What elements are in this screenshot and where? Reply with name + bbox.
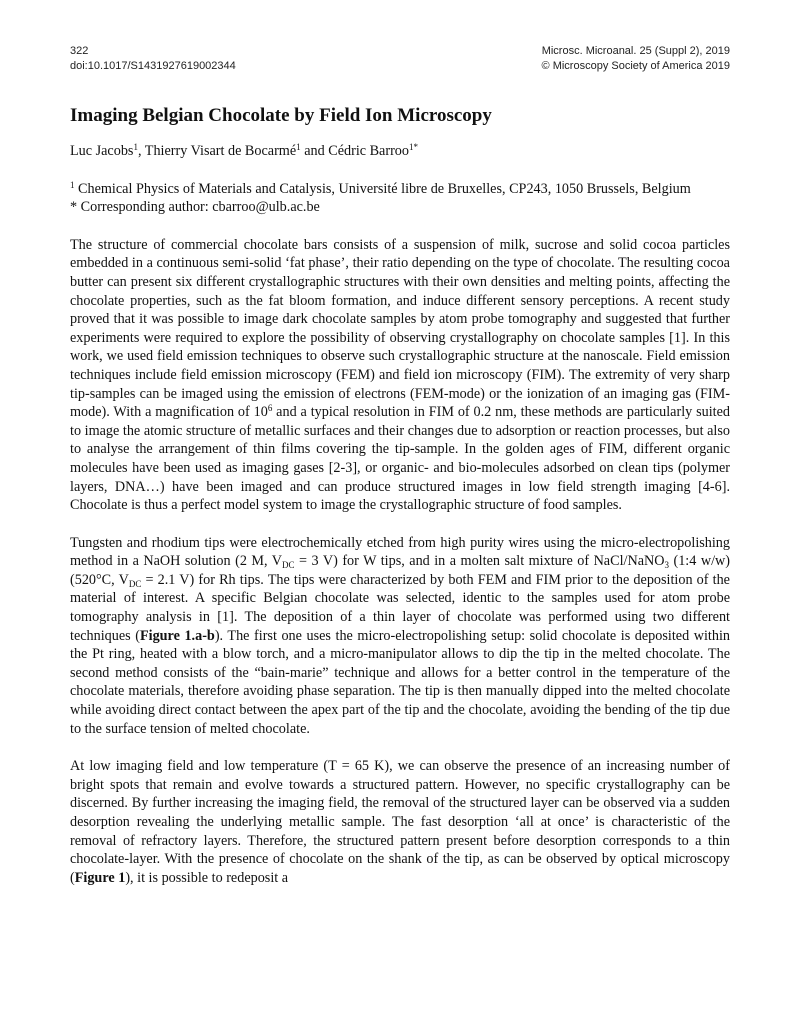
affiliation-text: Chemical Physics of Materials and Catalysis, Université libre de Bruxelles, CP243, 1050 Brussels, Belgium — [74, 180, 691, 197]
paper-page — [70, 44, 730, 887]
doi: doi:10.1017/S1431927619002344 — [70, 60, 236, 72]
author-name: Cédric Barroo — [328, 143, 409, 159]
paragraph-text: Tungsten and rhodium tips were electrochemically etched from high purity wires using the micro-electropolishing method in a NaOH solution (2 M, V — [70, 534, 730, 570]
affiliation-block — [70, 180, 730, 217]
paragraph-text: ). The first one uses the micro-electropolishing setup: solid chocolate is deposited within the Pt ring, heated with a blow torch, and a micro-manipulator allows to dip the tip in the melted chocolate. The second method consists of the “bain-marie” technique and allows for a better control in the temperature of the chocolate materials, therefore avoiding phase separation. The tip is then manually dipped into the melted chocolate while avoiding direct contact between the apex part of the tip and the chocolate, avoiding the bending of the tip due to the surface tension of melted chocolate. — [70, 627, 730, 737]
paragraph-text: ), it is possible to redeposit a — [125, 869, 289, 886]
paragraph-text: At low imaging field and low temperature (T = 65 K), we can observe the presence of an increasing number of bright spots that remain and evolve towards a structured pattern. However, no specific crystallography can be discerned. By further increasing the imaging field, the removal of the structured layer can be observed via a sudden desorption revealing the underlying metallic sample. The fast desorption ‘all at once’ is characteristic of the removal of refractory layers. Therefore, the structured pattern present before desorption corresponds to a thin chocolate-layer. With the presence of chocolate on the shank of the tip, as can be observed by optical microscopy ( — [70, 758, 730, 886]
corresponding-author: * Corresponding author: cbarroo@ulb.ac.be — [70, 199, 320, 216]
figure-reference: Figure 1 — [74, 869, 126, 886]
paragraph-results — [70, 757, 730, 887]
running-head — [70, 44, 730, 74]
author-affiliation-mark: 1 — [296, 142, 301, 152]
author-list — [70, 142, 730, 161]
superscript-exponent: 6 — [267, 403, 273, 414]
figure-reference: Figure 1.a-b — [139, 627, 215, 644]
author-separator: , — [137, 143, 145, 159]
author-name: Thierry Visart de Bocarmé — [144, 143, 297, 159]
paragraph-text: = 3 V) for W tips, and in a molten salt mixture of NaCl/NaNO — [294, 553, 665, 570]
copyright: © Microscopy Society of America 2019 — [541, 60, 730, 72]
author-name: Luc Jacobs — [70, 143, 134, 159]
page-number: 322 — [70, 45, 89, 57]
paragraph-text: = 2.1 V) for Rh tips. The tips were characterized by both FEM and FIM prior to the deposition of the material of interest. A specific Belgian chocolate was selected, identic to the samples used for atom probe tomography analysis in [1]. The deposition of a thin layer of chocolate was performed using two different techniques ( — [70, 571, 730, 644]
paper-title: Imaging Belgian Chocolate by Field Ion Microscopy — [70, 105, 492, 126]
author-affiliation-mark: 1 — [133, 142, 138, 152]
paragraph-introduction — [70, 236, 730, 515]
running-head-right — [542, 44, 730, 74]
journal-citation: Microsc. Microanal. 25 (Suppl 2), 2019 — [541, 45, 730, 57]
paragraph-text: The structure of commercial chocolate bars consists of a suspension of milk, sucrose and solid cocoa particles embedded in a continuous semi-solid ‘fat phase’, their ratio depending on the type of chocolate. The resulting cocoa butter can present six different crystallographic structures with their own densities and melting points, affecting the chocolate properties, such as the fat bloom formation, and induce different sensory perceptions. A recent study proved that it was possible to image dark chocolate samples by atom probe tomography and suggested that further experiments were required to explore the possibility of observing crystallography on chocolate samples [1]. In this work, we used field emission techniques to observe such crystallographic structure at the nanoscale. Field emission techniques include field emission microscopy (FEM) and field ion microscopy (FIM). The extremity of very sharp tip-samples can be imaged using the emission of electrons (FEM-mode) or the ionization of an imaging gas (FIM-mode). With a magnification of 10 — [70, 236, 730, 421]
affiliation-mark: 1 — [70, 179, 75, 190]
author-affiliation-mark: 1* — [409, 142, 418, 152]
affiliation — [70, 180, 730, 199]
subscript: 3 — [664, 560, 669, 571]
running-head-left — [70, 44, 236, 74]
paragraph-text: and a typical resolution in FIM of 0.2 nm, these methods are particularly suited to image the atomic structure of metallic surfaces and their changes due to adsorption or reaction processes, but also to analyse the arrangement of thin films covering the tip-sample. In the golden ages of FIM, different organic molecules have been used as imaging gases [2-3], or organic- and bio-molecules adsorbed on clean tips (polymer layers, DNA…) have been imaged and can produce structured images in low field strength imaging [4-6]. Chocolate is thus a perfect model system to image the crystallographic structure of food samples. — [70, 404, 731, 514]
author-separator: and — [300, 143, 329, 159]
subscript: DC — [128, 578, 142, 589]
paragraph-text: (1:4 w/w) (520°C, V — [70, 553, 730, 588]
paragraph-methods — [70, 534, 730, 739]
subscript: DC — [282, 560, 295, 571]
